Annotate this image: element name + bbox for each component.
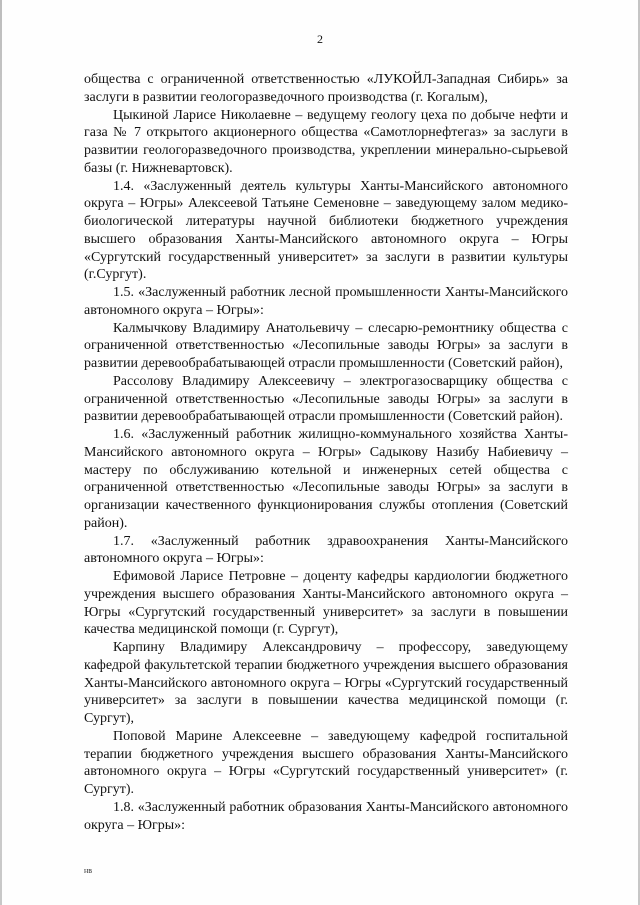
paragraph-rassolov: Рассолову Владимиру Алексеевичу – электрогазосварщику общества с ограниченной ответственностью «Лесопильные заводы Югры» за заслуги в развитии деревообрабатывающей отрасли промышленности (Советский район). (84, 373, 568, 425)
document-body (84, 71, 568, 834)
footer-mark: нв (84, 866, 93, 875)
paragraph-1-6-housing: 1.6. «Заслуженный работник жилищно-коммунального хозяйства Ханты-Мансийского автономного округа – Югры» Садыкову Назибу Набиевичу – мастеру по обслуживанию котельной и инженерных сетей общества с ограниченной ответственностью «Лесопильные заводы Югры» за заслуги в организации качественного функционирования службы отопления (Советский район). (84, 427, 568, 531)
paragraph-popova: Поповой Марине Алексеевне – заведующему кафедрой госпитальной терапии бюджетного учреждения высшего образования Ханты-Мансийского автономного округа – Югры «Сургутский государственный университет» (г. Сургут). (84, 728, 568, 797)
scan-edge-left (0, 0, 2, 905)
paragraph-1-8-education: 1.8. «Заслуженный работник образования Ханты-Мансийского автономного округа – Югры»: (84, 799, 568, 833)
paragraph-1-4-culture: 1.4. «Заслуженный деятель культуры Ханты-Мансийского автономного округа – Югры» Алексеевой Татьяне Семеновне – заведующему залом медико-биологической литературы научной библиотеки бюджетного учреждения высшего образования Ханты-Мансийского автономного округа – Югры «Сургутский государственный университет» за заслуги в развитии культуры (г.Сургут). (84, 178, 568, 283)
page-number: 2 (317, 32, 323, 46)
paragraph-kalmychkov: Калмычкову Владимиру Анатольевичу – слесарю-ремонтнику общества с ограниченной ответственностью «Лесопильные заводы Югры» за заслуги в развитии деревообрабатывающей отрасли промышленности (Советский район), (84, 320, 568, 371)
paragraph-karpin: Карпину Владимиру Александровичу – профессору, заведующему кафедрой факультетской терапии бюджетного учреждения высшего образования Ханты-Мансийского автономного округа – Югры «Сургутский государственный университет» за заслуги в повышении качества медицинской помощи (г. Сургут), (84, 640, 568, 726)
paragraph-efimova: Ефимовой Ларисе Петровне – доценту кафедры кардиологии бюджетного учреждения высшего образования Ханты-Мансийского автономного округа – Югры «Сургутский государственный университет» за заслуги в повышении качества медицинской помощи (г. Сургут), (84, 569, 568, 638)
paragraph-1-5-forestry: 1.5. «Заслуженный работник лесной промышленности Ханты-Мансийского автономного округа – Югры»: (84, 285, 568, 318)
paragraph-tsykina: Цыкиной Ларисе Николаевне – ведущему геологу цеха по добыче нефти и газа № 7 открытого акционерного общества «Самотлорнефтегаз» за заслуги в развитии геологоразведочного производства, укреплении минерально-сырьевой базы (г. Нижневартовск). (84, 107, 568, 176)
paragraph-1-7-healthcare: 1.7. «Заслуженный работник здравоохранения Ханты-Мансийского автономного округа – Югры»: (84, 533, 568, 567)
paragraph-lukoil: общества с ограниченной ответственностью «ЛУКОЙЛ-Западная Сибирь» за заслуги в развитии геологоразведочного производства (г. Когалым), (84, 72, 568, 105)
